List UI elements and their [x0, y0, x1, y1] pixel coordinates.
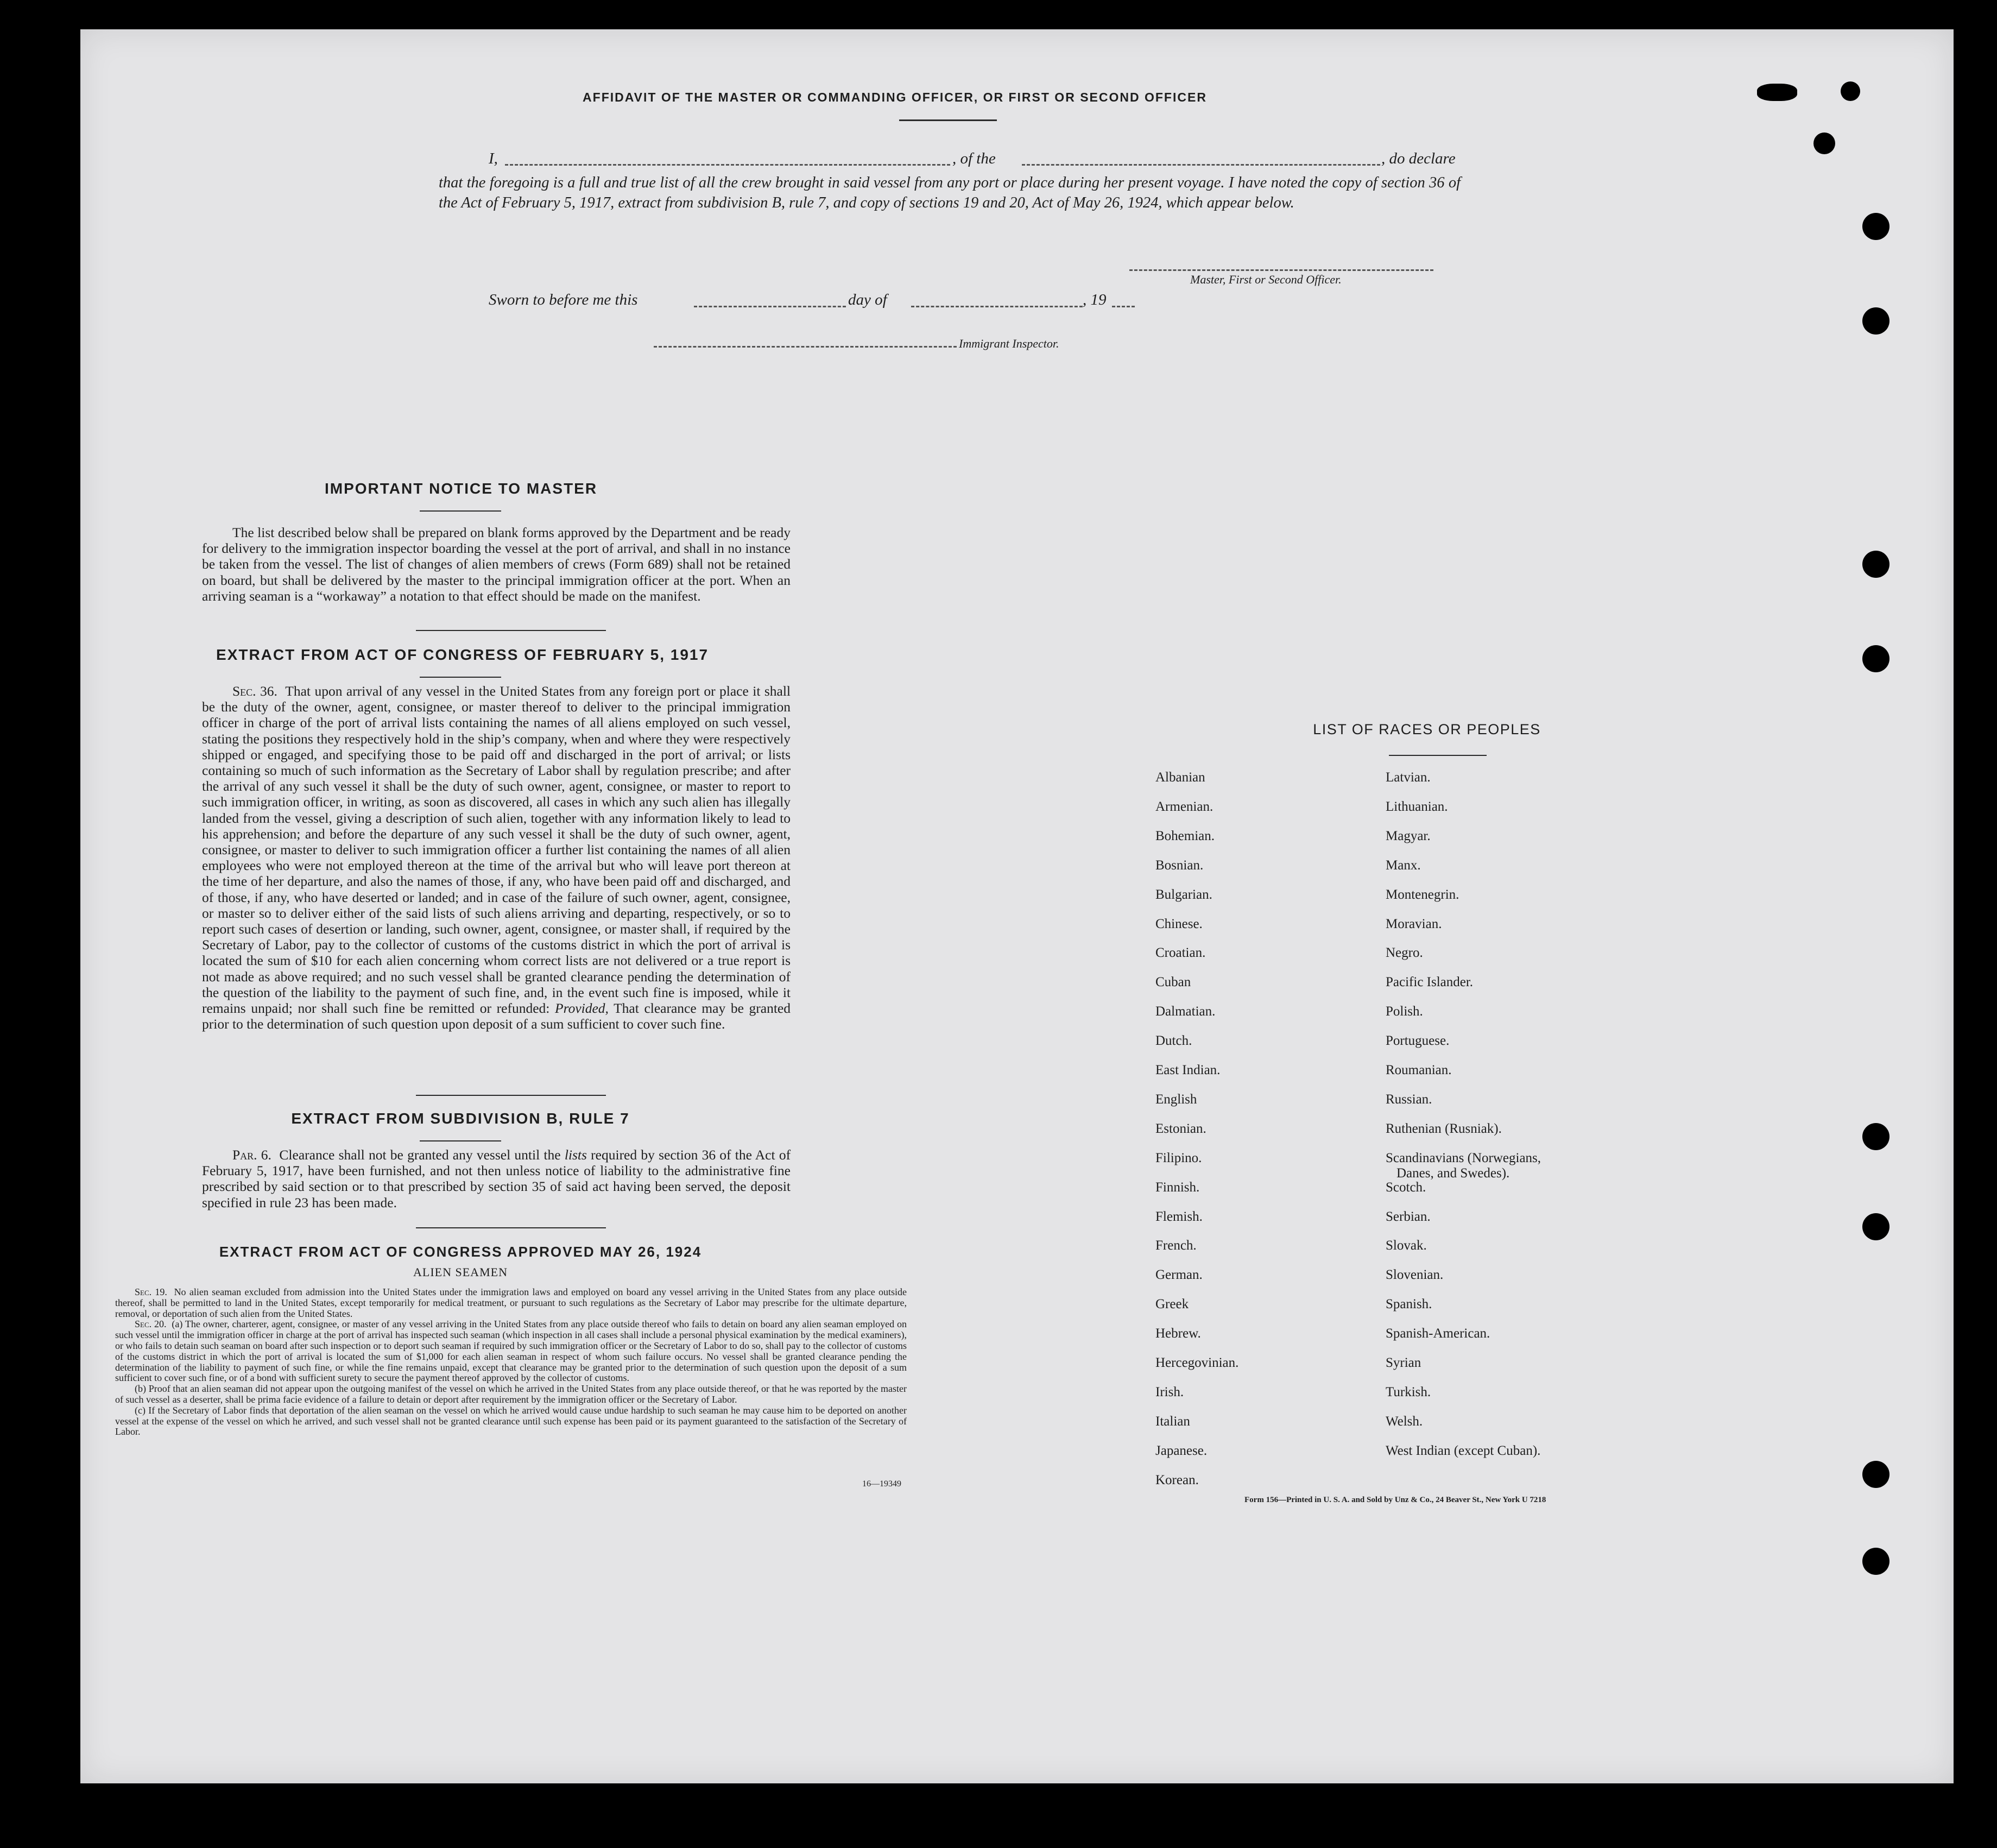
race-item: Greek — [1155, 1297, 1189, 1312]
race-item: Japanese. — [1155, 1443, 1208, 1458]
affidavit-do-declare: , do declare — [1381, 150, 1456, 167]
race-item: Turkish. — [1386, 1384, 1431, 1399]
lists-word: lists — [564, 1147, 587, 1163]
binder-hole — [1841, 81, 1860, 101]
race-item: Russian. — [1386, 1092, 1432, 1107]
race-item: Korean. — [1155, 1472, 1199, 1487]
race-item: Bulgarian. — [1155, 887, 1212, 902]
day-of-label: day of — [848, 291, 887, 308]
binder-hole — [1862, 551, 1889, 578]
race-item: Finnish. — [1155, 1180, 1200, 1195]
sworn-label: Sworn to before me this — [489, 291, 638, 308]
extract-1917-title: EXTRACT FROM ACT OF CONGRESS OF FEBRUARY 5, 1917 — [216, 646, 709, 663]
race-item: Bohemian. — [1155, 828, 1215, 843]
race-item: Croatian. — [1155, 945, 1206, 961]
rule7-text-b: required by section 36 of the Act of February 5, 1917, have been furnished, and not then unless notice of liability to the administrative fine prescribed by said section or to that prescribed by section 35 of said act having been served, the deposit specified in rule 23 has been made. — [202, 1147, 791, 1210]
par-6-label: Par. 6. — [232, 1147, 271, 1163]
binder-hole — [1813, 133, 1835, 154]
race-item: Spanish. — [1386, 1297, 1432, 1312]
form-sheet — [80, 29, 1954, 1783]
race-item: Irish. — [1155, 1384, 1184, 1399]
affidavit-i: I, — [489, 150, 498, 167]
race-item: Negro. — [1386, 945, 1423, 961]
race-item: Latvian. — [1386, 770, 1431, 785]
race-item: Estonian. — [1155, 1121, 1206, 1136]
race-item: Dutch. — [1155, 1033, 1192, 1049]
race-item: Moravian. — [1386, 916, 1442, 931]
binder-hole — [1862, 1461, 1889, 1488]
race-item: Italian — [1155, 1414, 1190, 1429]
notice-title: IMPORTANT NOTICE TO MASTER — [325, 480, 598, 497]
race-item: Hebrew. — [1155, 1326, 1201, 1341]
binder-hole — [1862, 1213, 1889, 1240]
affidavit-title: AFFIDAVIT OF THE MASTER OR COMMANDING OFFICER, OR FIRST OR SECOND OFFICER — [583, 90, 1207, 104]
binder-hole — [1862, 1548, 1889, 1575]
race-item: German. — [1155, 1267, 1203, 1283]
race-item: Lithuanian. — [1386, 799, 1448, 814]
race-item: Magyar. — [1386, 828, 1431, 843]
race-item: Slovenian. — [1386, 1267, 1444, 1283]
race-item: Pacific Islander. — [1386, 975, 1474, 990]
affidavit-of-the: , of the — [952, 150, 996, 167]
binder-hole — [1757, 84, 1797, 101]
race-item: Ruthenian (Rusniak). — [1386, 1121, 1502, 1136]
race-item: Manx. — [1386, 857, 1421, 873]
race-item: Cuban — [1155, 975, 1191, 990]
rule7-title: EXTRACT FROM SUBDIVISION B, RULE 7 — [291, 1110, 630, 1127]
race-item: Roumanian. — [1386, 1063, 1452, 1077]
sec-19-label: Sec. 19. — [135, 1286, 167, 1297]
sec-20a-body: (a) The owner, charterer, agent, consignee, or master of any vessel arriving in the United States from any place outside thereof who fails to detain on board any alien seaman employed on such vessel until the immigration officer in charge at the port of arrival has inspected such seaman (which inspection in all cases shall include a personal physical examination by the medical examiners), or who fails to detain such seaman on board after such inspection or to deport such seaman if required by such immigration officer or the Secretary of Labor to do so, shall pay to the collector of customs of the customs district in which the port of arrival is located the sum of $1,000 for each alien seaman in respect of whom such failure occurs. No vessel shall be granted clearance pending the determination of the liability to payment of such fine, or while the fine remains unpaid, except that clearance may be granted prior to the determination of such question upon the deposit of a sum sufficient to cover such fine, or of a bond with sufficient surety to secure the payment thereof approved by the collector of customs. — [115, 1319, 907, 1384]
race-item: Serbian. — [1386, 1209, 1431, 1224]
binder-hole — [1862, 213, 1889, 240]
race-item: Montenegrin. — [1386, 887, 1459, 902]
provided-word: Provided, — [555, 1000, 609, 1017]
race-item: Dalmatian. — [1155, 1004, 1216, 1019]
rule7-text-a: Clearance shall not be granted any vessel until the — [279, 1147, 561, 1163]
form-note: Form 156—Printed in U. S. A. and Sold by Unz & Co., 24 Beaver St., New York U 7218 — [1244, 1496, 1546, 1504]
race-item: English — [1155, 1092, 1197, 1107]
race-item: French. — [1155, 1238, 1197, 1253]
sec-36-label: Sec. 36. — [232, 683, 277, 699]
print-code: 16—19349 — [862, 1479, 901, 1489]
race-item: Syrian — [1386, 1355, 1421, 1370]
binder-hole — [1862, 307, 1889, 335]
race-item: East Indian. — [1155, 1063, 1221, 1077]
races-list — [80, 29, 1954, 1783]
races-title: LIST OF RACES OR PEOPLES — [1313, 721, 1541, 737]
inspector-label: Immigrant Inspector. — [959, 337, 1059, 350]
race-item: Filipino. — [1155, 1150, 1202, 1165]
extract-1924-title: EXTRACT FROM ACT OF CONGRESS APPROVED MAY 26, 1924 — [219, 1244, 702, 1260]
race-item: Scotch. — [1386, 1180, 1426, 1195]
binder-hole — [1862, 1123, 1889, 1150]
race-item: Slovak. — [1386, 1238, 1427, 1253]
race-item: Hercegovinian. — [1155, 1355, 1239, 1370]
race-item: Danes, and Swedes). — [1396, 1165, 1510, 1181]
race-item: Scandinavians (Norwegians, — [1386, 1150, 1541, 1165]
race-item: Bosnian. — [1155, 857, 1204, 873]
notice-paragraph: The list described below shall be prepared on blank forms approved by the Department and be ready for delivery to the immigration inspector boarding the vessel at the port of arrival, and shall in no instance be taken from the vessel. The list of changes of alien members of crews (Form 689) shall not be retained on board, but shall be delivered by the master to the principal immigration officer at the port. When an arriving seaman is a “workaway” a notation to that effect should be made on the manifest. — [202, 525, 791, 604]
race-item: Spanish-American. — [1386, 1326, 1490, 1341]
race-item: Albanian — [1155, 770, 1205, 785]
sec-36-body: That upon arrival of any vessel in the United States from any foreign port or place it shall be the duty of the owner, agent, consignee, or master thereof to deliver to the principal immigration officer in charge of the port of arrival lists containing the names of all aliens employed on such vessel, stating the positions they respectively hold in the ship’s company, when and where they were respectively shipped or engaged, and specifying those to be paid off and discharged in the port of arrival; or lists containing so much of such information as the Secretary of Labor shall by regulation prescribe; and after the arrival of any such vessel it shall be the duty of such owner, agent, consignee, or master to report to such immigration officer, in writing, as soon as discovered, all cases in which any such alien has illegally landed from the vessel, giving a description of such alien, together with any information likely to lead to his apprehension; and before the departure of any such vessel it shall be the duty of such owner, agent, consignee, or master to deliver to such immigration officer a further list containing the names of all alien employees who were not employed thereon at the time of the arrival but who will leave port thereon at the time of her departure, and also the names of those, if any, who have been paid off and discharged, and of those, if any, who have deserted or landed; and in case of the failure of such owner, agent, consignee, or master so to deliver either of the said lists of such aliens arriving and departing, respectively, or so to report such cases of desertion or landing, such owner, agent, consignee, or master shall, if required by the Secretary of Labor, pay to the collector of customs of the customs district in which the port of arrival is located the sum of $10 for each alien concerning whom correct lists are not delivered or a true report is not made as above required; and no such vessel shall be granted clearance pending the determination of the question of the liability to the payment of such fine, and, in the event such fine is imposed, while it remains unpaid; nor shall such fine be remitted or refunded: — [202, 683, 791, 1017]
sec-19-body: No alien seaman excluded from admission into the United States under the immigration laws and employed on board any vessel arriving in the United States from any place outside thereof, shall be permitted to land in the United States, except temporarily for medical treatment, or pursuant to such regulations as the Secretary of Labor may prescribe for the ultimate departure, removal, or deportation of such alien from the United States. — [115, 1286, 907, 1319]
year-prefix: , 19 — [1083, 291, 1107, 308]
race-item: Flemish. — [1155, 1209, 1203, 1224]
race-item: West Indian (except Cuban). — [1386, 1443, 1541, 1458]
race-item: Chinese. — [1155, 916, 1203, 931]
binder-hole — [1862, 645, 1889, 672]
alien-seamen-subtitle: ALIEN SEAMEN — [413, 1265, 508, 1279]
race-item: Welsh. — [1386, 1414, 1423, 1429]
sec-36-body-end: That clearance may be granted prior to the determination of such question upon deposit of a sum sufficient to cover such fine. — [202, 1000, 791, 1032]
master-signature-label: Master, First or Second Officer. — [1190, 273, 1342, 286]
sec-20-label: Sec. 20. — [135, 1319, 167, 1330]
sec-20b-body: (b) Proof that an alien seaman did not appear upon the outgoing manifest of the vessel on which he arrived in the United States from any place outside thereof, or that he was reported by the master of such vessel as a deserter, shall be prima facie evidence of a failure to detain or deport after requirement by the immigration officer or the Secretary of Labor. — [115, 1383, 907, 1405]
sec-20c-body: (c) If the Secretary of Labor finds that deportation of the alien seaman on the vessel on which he arrived would cause undue hardship to such seaman he may cause him to be deported on another vessel at the expense of the vessel on which he arrived, and such vessel shall not be granted clearance until such expense has been paid or its payment guaranteed to the satisfaction of the Secretary of Labor. — [115, 1404, 907, 1437]
affidavit-text: that the foregoing is a full and true list of all the crew brought in said vessel from any port or place during her present voyage. I have noted the copy of section 36 of the Act of February 5, 1917, extract from subdivision B, rule 7, and copy of sections 19 and 20, Act of May 26, 1924, which appear below. — [439, 174, 1461, 211]
race-item: Polish. — [1386, 1004, 1423, 1019]
race-item: Armenian. — [1155, 799, 1214, 814]
race-item: Portuguese. — [1386, 1033, 1450, 1049]
